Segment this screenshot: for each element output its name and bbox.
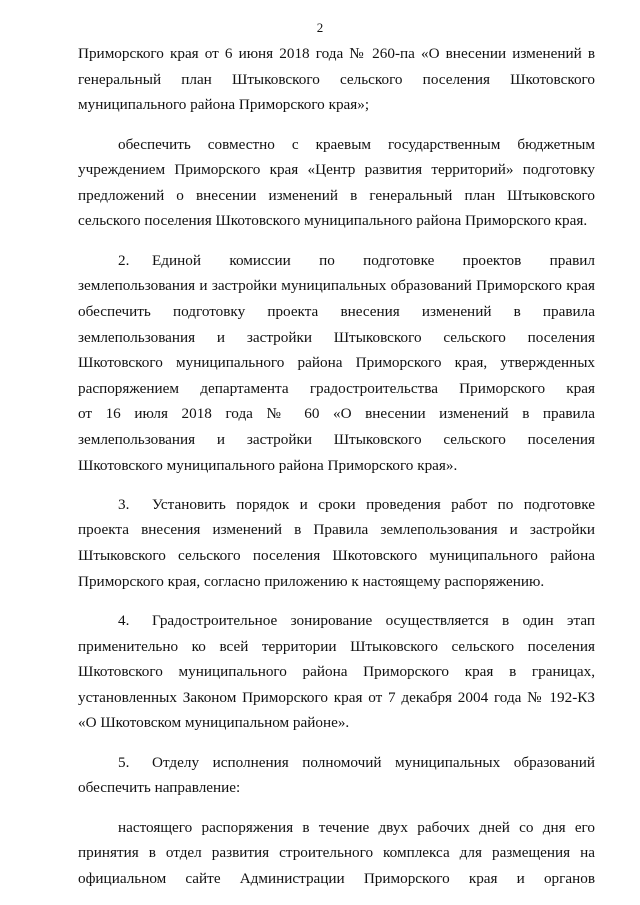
text-line: настоящего распоряжения в течение двух рабочих дней со дня его <box>118 818 595 836</box>
text-line: обеспечить подготовку проекта внесения изменений в правила <box>78 302 595 320</box>
page-number: 2 <box>316 20 324 35</box>
text-line: Штыковского сельского поселения Шкотовского муниципального района <box>78 547 595 565</box>
text-line: Приморского края, согласно приложению к настоящему распоряжению. <box>78 572 545 590</box>
item-number: 5. <box>118 753 130 771</box>
paragraph-item-4 <box>78 608 595 736</box>
text-line <box>78 492 595 518</box>
text-line-content: Установить порядок и сроки проведения работ по подготовке <box>152 495 595 513</box>
text-line: официальном сайте Администрации Приморского края и органов <box>78 870 595 887</box>
paragraph-item-2 <box>78 248 595 478</box>
paragraph-ensure-proposals <box>78 132 595 234</box>
text-line <box>78 608 595 634</box>
paragraph-send-order <box>78 815 595 892</box>
text-line: Шкотовского муниципального района Приморского края в границах, <box>78 663 595 681</box>
item-number: 3. <box>118 495 130 513</box>
text-line: землепользования и застройки муниципальных образований Приморского края <box>78 277 595 295</box>
text-line: генеральный план Штыковского сельского поселения Шкотовского <box>78 70 595 88</box>
text-line: проекта внесения изменений в Правила землепользования и застройки <box>78 521 595 539</box>
text-line: «О Шкотовском муниципальном районе». <box>78 714 350 732</box>
text-line: от 16 июля 2018 года № 60 «О внесении изменений в правила <box>78 405 595 423</box>
text-line: предложений о внесении изменений в генеральный план Штыковского <box>78 186 595 204</box>
text-line <box>78 248 595 274</box>
text-line: установленных Законом Приморского края от 7 декабря 2004 года № 192-КЗ <box>78 688 595 706</box>
text-line: Шкотовского муниципального района Приморского края, утвержденных <box>78 354 595 372</box>
text-line: распоряжением департамента градостроительства Приморского края <box>78 379 595 397</box>
text-line: сельского поселения Шкотовского муниципального района Приморского края. <box>78 212 588 230</box>
text-line-content: Отделу исполнения полномочий муниципальных образований <box>152 753 595 771</box>
text-line: учреждением Приморского края «Центр развития территорий» подготовку <box>78 161 595 179</box>
text-line: Шкотовского муниципального района Приморского края». <box>78 456 458 474</box>
document-body <box>78 41 595 892</box>
text-line: обеспечить направление: <box>78 779 241 797</box>
text-line <box>78 750 595 776</box>
text-line: принятия в отдел развития строительного комплекса для размещения на <box>78 844 595 862</box>
text-line: землепользования и застройки Штыковского сельского поселения <box>78 430 595 448</box>
text-line: применительно ко всей территории Штыковского сельского поселения <box>78 637 595 655</box>
paragraph-item-5 <box>78 750 595 801</box>
text-line: муниципального района Приморского края»; <box>78 96 370 114</box>
text-line: землепользования и застройки Штыковского сельского поселения <box>78 328 595 346</box>
paragraph-continuation <box>78 41 595 118</box>
item-number: 2. <box>118 251 130 269</box>
text-line-content: Единой комиссии по подготовке проектов правил <box>152 251 595 269</box>
item-number: 4. <box>118 612 130 630</box>
paragraph-item-3 <box>78 492 595 594</box>
text-line-content: Градостроительное зонирование осуществляется в один этап <box>152 612 595 630</box>
text-line: Приморского края от 6 июня 2018 года № 260-па «О внесении изменений в <box>78 45 595 62</box>
text-line: обеспечить совместно с краевым государственным бюджетным <box>118 135 595 153</box>
